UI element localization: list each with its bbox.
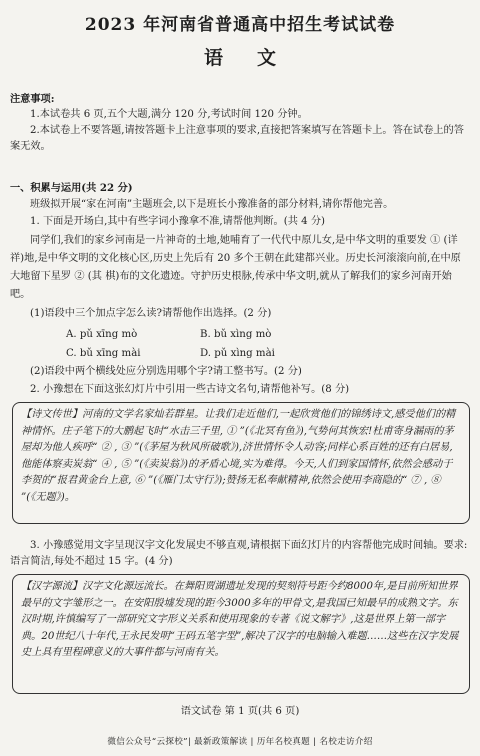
question-1-stem: 1. 下面是开场白,其中有些字词小豫拿不准,请帮他判断。(共 4 分) xyxy=(30,216,326,227)
section-intro: 班级拟开展“家在河南”主题班会,以下是班长小豫准备的部分材料,请你帮他完善。 xyxy=(30,199,394,210)
option-b: B. bǔ xìng mò xyxy=(200,329,272,340)
question-1-sub-1: (1)语段中三个加点字怎么读?请帮他作出选择。(2 分) xyxy=(30,308,272,319)
question-1-sub-2: (2)语段中两个横线处应分别选用哪个字?请工整书写。(2 分) xyxy=(30,366,302,377)
slide-poetry-box: 【诗文传世】河南的文学名家灿若群星。让我们走近他们,一起欣赏他们的锦绣诗文,感受他们的精神情怀。庄子笔下的大鹏起飞时“水击三千里, ① ”(《北冥有鱼》),气势何其恢宏!杜甫寄身漏雨的茅屋却为他人疾呼“ ② , ③ ”(《茅屋为秋风所破歌》),济世情怀令人动容;同样心系百姓的还有白居易,他能体察卖炭翁“ ④ , ⑤ ”(《卖炭翁》)的矛盾心境,实为难得。今天,人们到家国情怀,依然会感动于李贺的“报君黄金台上意, ⑥ ”(《雁门太守行》);赞扬无私奉献精神,依然会使用李商隐的“ ⑦ , ⑧ ”(《无题》)。 xyxy=(12,402,470,524)
page-title: 2023 年河南省普通高中招生考试试卷 xyxy=(84,15,396,35)
option-d: D. pǔ xìng mài xyxy=(200,348,275,359)
question-2-stem: 2. 小豫想在下面这张幻灯片中引用一些古诗文名句,请帮他补写。(8 分) xyxy=(30,384,350,395)
question-3-stem: 3. 小豫感觉用文字呈现汉字文化发展史不够直观,请根据下面幻灯片的内容帮他完成时间轴。要求:语言简洁,每处不超过 15 字。(4 分) xyxy=(10,540,468,567)
watermark-bar: 微信公众号“云探校”| 最新政策解读 | 历年名校真题 | 名校走访介绍 xyxy=(107,737,373,747)
notes-heading: 注意事项: xyxy=(10,93,55,105)
notes-item-1: 1.本试卷共 6 页,五个大题,满分 120 分,考试时间 120 分钟。 xyxy=(30,109,308,120)
page-footer: 语文试卷 第 1 页(共 6 页) xyxy=(180,706,300,717)
slide-hanzi-box: 【汉字源流】汉字文化源远流长。在舞阳贾湖遗址发现的契刻符号距今约8000年,是目前所知世界最早的文字雏形之一。在安阳殷墟发现的距今3000多年的甲骨文,是我国已知最早的成熟文字。东汉时期,许慎编写了一部研究文字形义关系和使用现象的专著《说文解字》,这是世界上第一部字典。20世纪八十年代,王永民发明“王码五笔字型”,解决了汉字的电脑输入难题……这些在汉字发展史上具有里程碑意义的大事件都与河南有关。 xyxy=(12,574,470,694)
notes-item-2: 2.本试卷上不要答题,请按答题卡上注意事项的要求,直接把答案填写在答题卡上。答在试卷上的答案无效。 xyxy=(10,125,464,152)
option-c: C. bǔ xīng mài xyxy=(66,348,141,359)
subject-title: 语文 xyxy=(203,47,310,69)
question-1-passage: 同学们,我们的家乡河南是一片神奇的土地,她哺育了一代代中原儿女,是中华文明的重要发 ① (详 祥)地,是中华文明的文化核心区,历史上先后有 20 多个王朝在此建都兴业。历史长河滚滚向前,在中原大地留下星罗 ② (其 棋)布的文化遗迹。守护历史根脉,传承中华文明,就从了解我们的家乡河南开始吧。 xyxy=(10,235,461,300)
section-heading: 一、积累与运用(共 22 分) xyxy=(10,182,133,194)
option-a: A. pǔ xīng mò xyxy=(66,329,138,340)
